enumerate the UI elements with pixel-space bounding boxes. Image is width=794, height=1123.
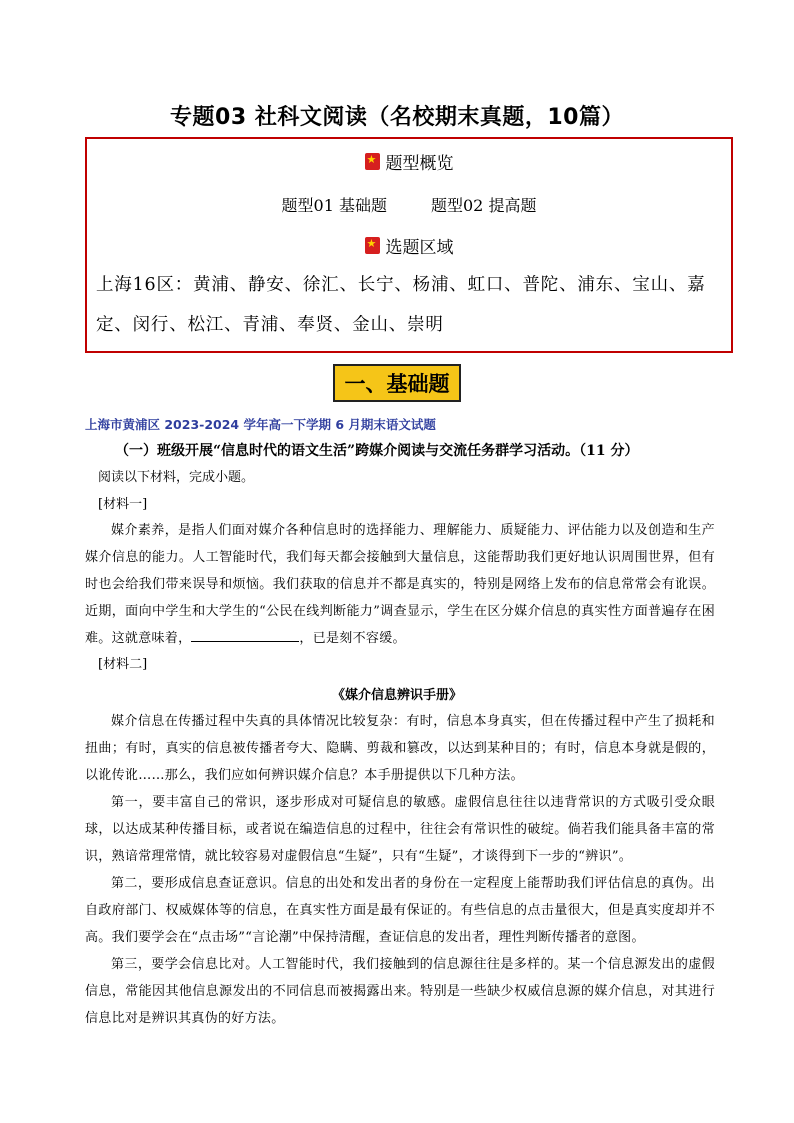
region-heading bbox=[87, 233, 731, 258]
section-label: 一、基础题 bbox=[333, 364, 461, 402]
fill-blank bbox=[191, 629, 299, 642]
overview-box bbox=[85, 137, 733, 353]
material1-text-end: ，已是刻不容缓。 bbox=[299, 631, 406, 646]
handbook-title: 《媒介信息辨识手册》 bbox=[331, 688, 462, 703]
material2-paragraph-2: 第一，要丰富自己的常识，逐步形成对可疑信息的敏感。虚假信息往往以违背常识的方式吸引受众眼球，以达成某种传播目标，或者说在编造信息的过程中，往往会有常识性的破绽。倘若我们能具备丰富的常识，熟谙常理常情，就比较容易对虚假信息“生疑”，只有“生疑”，才谈得到下一步的“辨识”。 bbox=[85, 795, 715, 864]
page-title: 专题03 社科文阅读（名校期末真题，10篇） bbox=[170, 105, 624, 130]
material1-label: [材料一] bbox=[98, 497, 148, 512]
question-heading: （一）班级开展“信息时代的语文生活”跨媒介阅读与交流任务群学习活动。（11 分） bbox=[115, 443, 639, 459]
district-list: 上海16区：黄浦、静安、徐汇、长宁、杨浦、虹口、普陀、浦东、宝山、嘉定、闵行、松江、青浦、奉贤、金山、崇明 bbox=[96, 275, 706, 335]
book-star-icon bbox=[365, 153, 380, 170]
overview-heading-text: 题型概览 bbox=[385, 154, 454, 174]
material2-paragraph-4: 第三，要学会信息比对。人工智能时代，我们接触到的信息源往往是多样的。某一个信息源发出的虚假信息，常能因其他信息源发出的不同信息而被揭露出来。特别是一些缺少权威信息源的媒介信息，对其进行信息比对是辨识其真伪的好方法。 bbox=[85, 957, 715, 1026]
instruction: 阅读以下材料，完成小题。 bbox=[98, 470, 255, 485]
material1-paragraph bbox=[85, 517, 715, 652]
question-types bbox=[87, 193, 731, 216]
material2-paragraph-3: 第二，要形成信息查证意识。信息的出处和发出者的身份在一定程度上能帮助我们评估信息的真伪。出自政府部门、权威媒体等的信息，在真实性方面是最有保证的。有些信息的点击量很大，但是真实度却并不高。我们要学会在“点击场”“言论潮”中保持清醒，查证信息的发出者，理性判断传播者的意图。 bbox=[85, 876, 715, 945]
type-basic: 题型01 基础题 bbox=[281, 196, 387, 215]
exam-source: 上海市黄浦区 2023-2024 学年高一下学期 6 月期末语文试题 bbox=[85, 417, 436, 432]
region-heading-text: 选题区域 bbox=[385, 238, 454, 258]
overview-heading bbox=[87, 149, 731, 174]
type-advanced: 题型02 提高题 bbox=[431, 196, 537, 215]
book-star-icon bbox=[365, 237, 380, 254]
material2-paragraph-1: 媒介信息在传播过程中失真的具体情况比较复杂：有时，信息本身真实，但在传播过程中产生了损耗和扭曲；有时，真实的信息被传播者夸大、隐瞒、剪裁和篡改，以达到某种目的；有时，信息本身就是假的，以讹传讹……那么，我们应如何辨识媒介信息？本手册提供以下几种方法。 bbox=[85, 714, 715, 783]
material1-text: 媒介素养，是指人们面对媒介各种信息时的选择能力、理解能力、质疑能力、评估能力以及创造和生产媒介信息的能力。人工智能时代，我们每天都会接触到大量信息，这能帮助我们更好地认识周围世界，但有时也会给我们带来误导和烦恼。我们获取的信息并不都是真实的，特别是网络上发布的信息常常会有讹误。近期，面向中学生和大学生的“公民在线判断能力”调查显示，学生在区分媒介信息的真实性方面普遍存在困难。这就意味着， bbox=[85, 523, 715, 646]
material2-label: [材料二] bbox=[98, 657, 148, 672]
